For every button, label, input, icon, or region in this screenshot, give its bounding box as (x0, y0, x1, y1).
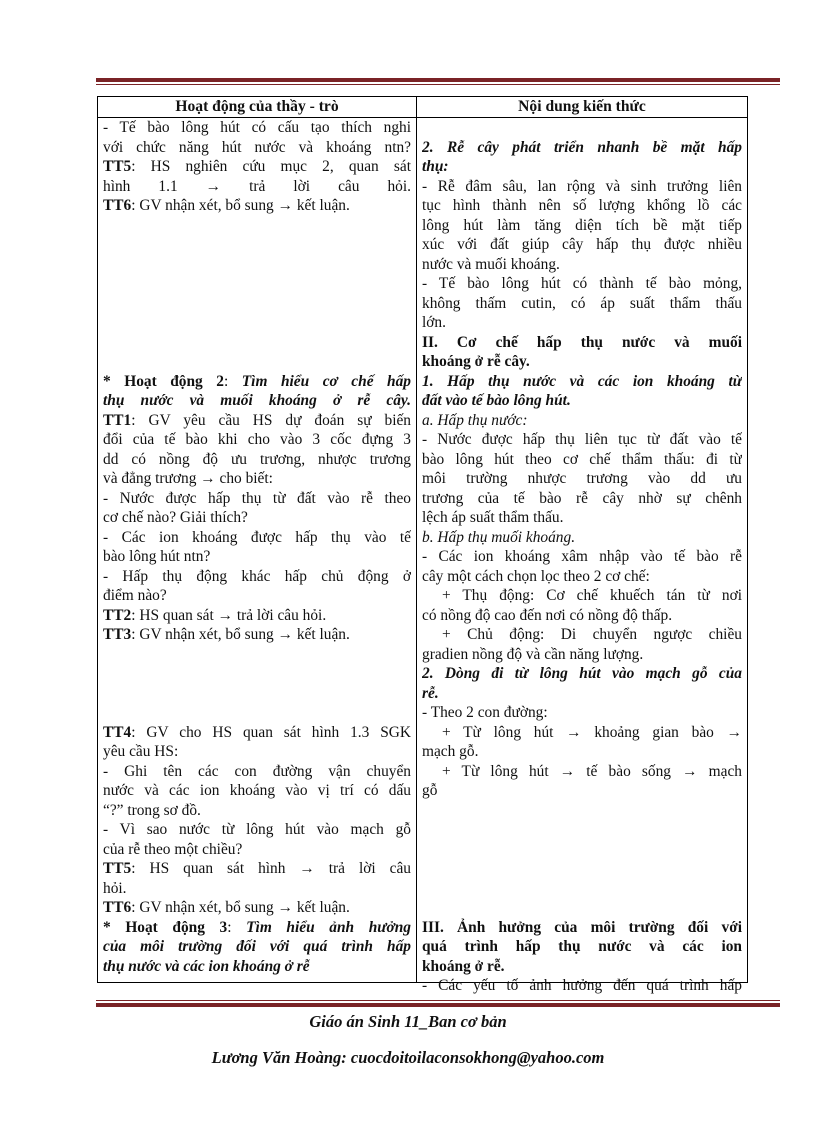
left-line: - Hấp thụ động khác hấp chủ động ở (103, 567, 411, 585)
left-line: TT6: GV nhận xét, bổ sung → kết luận. (103, 899, 350, 916)
lesson-table (97, 96, 748, 994)
left-line: TT5: HS quan sát hình → trả lời câu (103, 860, 411, 877)
left-line: thụ nước và muối khoáng ở rễ cây. (103, 392, 411, 409)
right-line: thụ: (422, 158, 449, 175)
left-line: bào lông hút ntn? (103, 548, 211, 565)
right-line: + Chủ động: Di chuyển ngược chiều (442, 626, 742, 643)
left-line: - Nước được hấp thụ từ đất vào rễ theo (103, 489, 411, 507)
left-line: dd có nồng độ ưu trương, nhược trương (103, 450, 411, 468)
right-line: lệch áp suất thẩm thấu. (422, 509, 564, 526)
footer-author: Lương Văn Hoàng: cuocdoitoilaconsokhong@yahoo.com (211, 1048, 605, 1067)
left-line: đổi của tế bào khi cho vào 3 cốc đựng 3 (103, 431, 411, 448)
right-line: gradien nồng độ và cần năng lượng. (422, 645, 644, 663)
right-line: II. Cơ chế hấp thụ nước và muối (422, 333, 742, 351)
header-knowledge-content: Nội dung kiến thức (417, 97, 748, 118)
right-line: trương của tế bào rễ cây nhờ sự chênh (422, 489, 742, 507)
left-line: “?” trong sơ đồ. (103, 801, 201, 819)
left-line: TT6: GV nhận xét, bổ sung → kết luận. (103, 197, 350, 214)
left-line: TT1: GV yêu cầu HS dự đoán sự biến (103, 411, 411, 429)
right-line: lớn. (422, 314, 446, 331)
left-line: TT5: HS nghiên cứu mục 2, quan sát (103, 158, 411, 175)
right-line: + Từ lông hút → tế bào sống → mạch (442, 762, 742, 780)
right-line: rễ. (422, 684, 439, 702)
right-line: - Nước được hấp thụ liên tục từ đất vào tế (422, 431, 742, 448)
left-line: * Hoạt động 2: Tìm hiểu cơ chế hấp (103, 372, 411, 390)
left-line: - Ghi tên các con đường vận chuyển (103, 762, 411, 780)
left-line: với chức năng hút nước và khoáng ntn? (103, 138, 411, 156)
right-line: không thấm cutin, có áp suất thẩm thấu (422, 294, 742, 312)
left-line: - Tế bào lông hút có cấu tạo thích nghi (103, 119, 411, 136)
left-line: TT4: GV cho HS quan sát hình 1.3 SGK (103, 723, 411, 741)
right-line: - Tế bào lông hút có thành tế bào mỏng, (422, 275, 742, 292)
right-line: quá trình hấp thụ nước và các ion (422, 938, 742, 955)
right-line: khoáng ở rễ. (422, 957, 505, 975)
left-line: TT3: GV nhận xét, bổ sung → kết luận. (103, 626, 350, 643)
right-line: cây một cách chọn lọc theo 2 cơ chế: (422, 567, 650, 585)
header-rule (96, 78, 780, 85)
right-line: 2. Rễ cây phát triển nhanh bề mặt hấp (422, 138, 742, 156)
right-line: III. Ảnh hưởng của môi trường đối với (422, 918, 742, 936)
left-line: hình 1.1 → trả lời câu hỏi. (103, 177, 411, 195)
right-line: đất vào tế bào lông hút. (422, 392, 571, 409)
right-line: 2. Dòng đi từ lông hút vào mạch gỗ của (422, 665, 742, 682)
left-line: điểm nào? (103, 587, 167, 604)
left-line: thụ nước và các ion khoáng ở rễ (103, 957, 310, 975)
right-line: xúc với đất giúp cây hấp thụ được nhiều (422, 236, 742, 253)
right-line: nước và muối khoáng. (422, 255, 560, 273)
right-line: a. Hấp thụ nước: (422, 411, 528, 429)
left-line: TT2: HS quan sát → trả lời câu hỏi. (103, 606, 327, 624)
right-line: khoáng ở rễ cây. (422, 353, 530, 370)
right-line: gỗ (422, 782, 438, 799)
left-line: của rễ theo một chiều? (103, 840, 243, 858)
right-line: tục hình thành nên số lượng khổng lồ các (422, 197, 742, 214)
left-line: cơ chế nào? Giải thích? (103, 509, 248, 526)
right-line: + Thụ động: Cơ chế khuếch tán từ nơi (442, 587, 742, 604)
right-line: b. Hấp thụ muối khoáng. (422, 528, 576, 546)
header-teacher-student: Hoạt động của thầy - trò (98, 97, 417, 118)
footer-rule (96, 1000, 780, 1007)
left-line: của môi trường đối với quá trình hấp (103, 938, 411, 955)
right-line: - Các ion khoáng xâm nhập vào tế bào rễ (422, 548, 742, 565)
right-line: môi trường nhược trương vào dd ưu (422, 470, 742, 487)
right-line: + Từ lông hút → khoảng gian bào → (442, 723, 742, 741)
left-line: - Vì sao nước từ lông hút vào mạch gỗ (103, 821, 411, 838)
left-line: nước và các ion khoáng vào vị trí có dấu (103, 782, 411, 799)
right-line: - Các yếu tố ảnh hưởng đến quá trình hấp (422, 977, 742, 994)
right-line: - Rễ đâm sâu, lan rộng và sinh trưởng liên (422, 177, 742, 195)
right-line: lông hút làm tăng diện tích bề mặt tiếp (422, 216, 742, 234)
right-line: bào lông hút theo cơ chế thẩm thấu: đi từ (422, 450, 742, 468)
left-line: * Hoạt động 3: Tìm hiểu ảnh hưởng (103, 918, 411, 936)
right-line: có nồng độ cao đến nơi có nồng độ thấp. (422, 606, 673, 624)
right-column (417, 118, 748, 994)
footer-course: Giáo án Sinh 11_Ban cơ bản (309, 1012, 507, 1031)
left-column (98, 118, 417, 983)
left-line: - Các ion khoáng được hấp thụ vào tế (103, 528, 411, 546)
right-line: 1. Hấp thụ nước và các ion khoáng từ (422, 372, 742, 390)
right-line: mạch gỗ. (422, 743, 479, 760)
left-line: và đẳng trương → cho biết: (103, 470, 273, 487)
left-line: yêu cầu HS: (103, 743, 179, 760)
right-line: - Theo 2 con đường: (422, 704, 548, 721)
left-line: hỏi. (103, 879, 127, 897)
